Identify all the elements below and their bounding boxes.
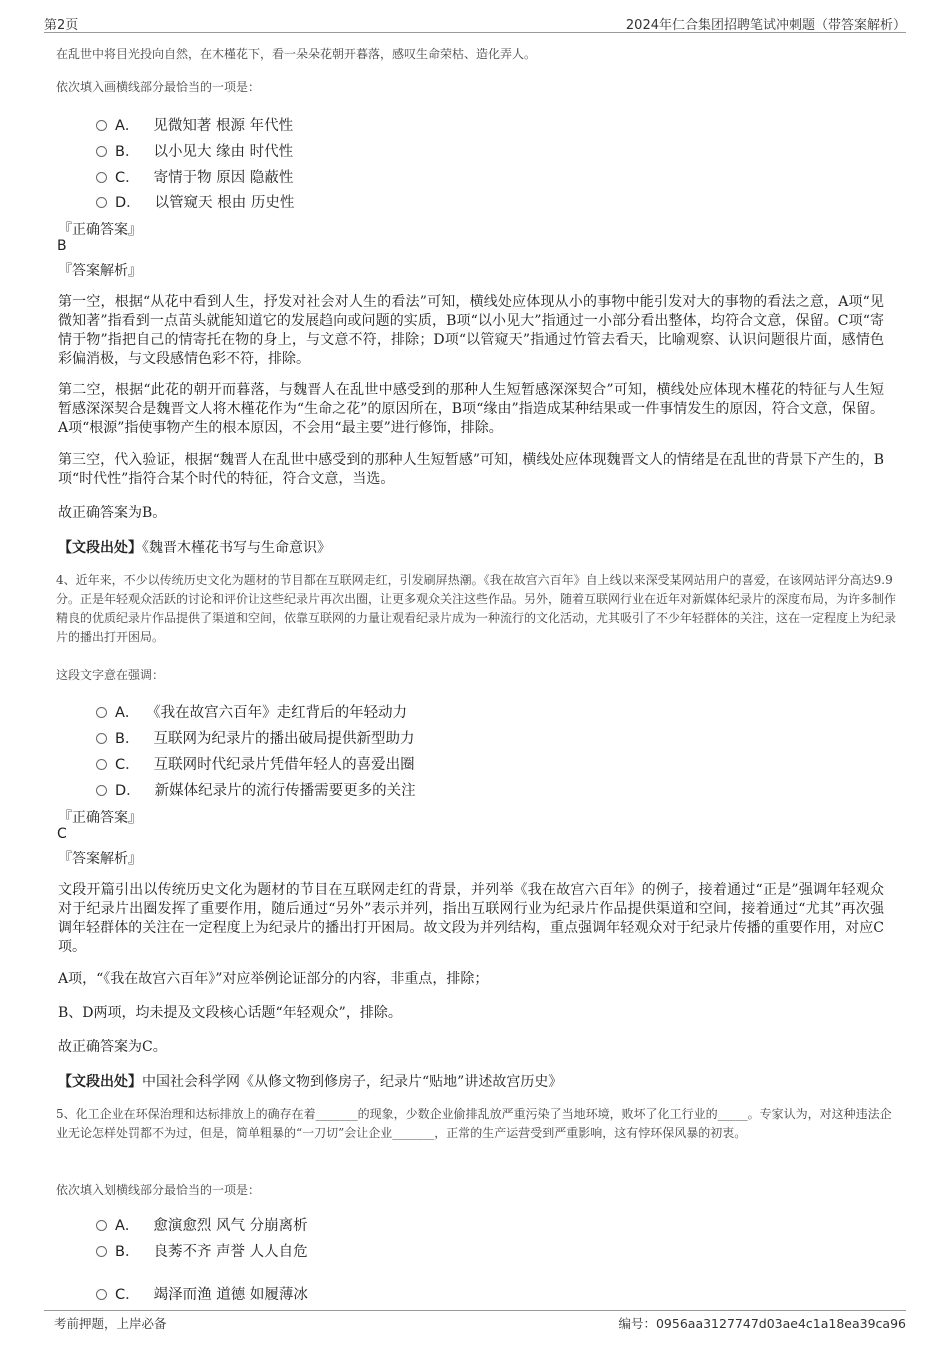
q3-prompt: 依次填入画横线部分最恰当的一项是： [56,80,261,94]
q3-answer: B [57,238,67,254]
q4-option-a[interactable]: A． 《我在故宫六百年》走红背后的年轻动力 [96,701,407,723]
q4-answer-label: 『正确答案』 [58,810,142,826]
footer-slogan: 考前押题，上岸必备 [54,1316,167,1331]
q5-option-a[interactable]: A． 愈演愈烈 风气 分崩离析 [96,1214,308,1236]
source-text: 中国社会科学网《从修文物到修房子，纪录片“贴地”讲述故宫历史》 [142,1074,563,1090]
q5-option-c[interactable]: C． 竭泽而渔 道德 如履薄冰 [96,1283,308,1305]
q4-analysis-2: A项，“《我在故宫六百年》”对应举例论证部分的内容，非重点，排除； [58,971,489,987]
q4-source [58,1071,562,1091]
q3-analysis-3: 第三空，代入验证，根据“魏晋人在乱世中感受到的那种人生短暂感”可知，横线处应体现魏晋文人的情绪是在乱世的背景下产生的，B项“时代性”指符合某个时代的特征，符合文意，当选。 [58,452,884,487]
radio-icon[interactable] [96,120,107,131]
document-id: 编号：0956aa3127747d03ae4c1a18ea39ca96 [618,1316,906,1331]
q4-answer: C [57,826,67,842]
q4-analysis-3: B、D两项，均未提及文段核心话题“年轻观众”，排除。 [58,1005,402,1021]
q3-option-b[interactable]: B． 以小见大 缘由 时代性 [96,140,293,162]
q3-option-c[interactable]: C． 寄情于物 原因 隐蔽性 [96,166,293,188]
page-number: 第2页 [44,18,79,33]
radio-icon[interactable] [96,1246,107,1257]
q4-stem: 4、近年来，不少以传统历史文化为题材的节目都在互联网走红，引发刷屏热潮。《我在故宫六百年》自上线以来深受某网站用户的喜爱，在该网站评分高达9.9分。正是年轻观众活跃的讨论和评价让这些纪录片再次出圈，让更多观众关注这些作品。另外，随着互联网行业在近年对新媒体纪录片的深度布局，为许多制作精良的优质纪录片作品提供了渠道和空间，依靠互联网的力量让观看纪录片成为一种流行的文化活动，尤其吸引了不少年轻群体的关注，这在一定程度上为纪录片的播出打开困局。 [56,573,897,644]
source-text: 《魏晋木槿花书写与生命意识》 [142,540,331,556]
q4-option-d[interactable]: D． 新媒体纪录片的流行传播需要更多的关注 [96,779,416,801]
q3-option-a[interactable]: A． 见微知著 根源 年代性 [96,114,293,136]
page-footer [44,1310,906,1331]
document-title: 2024年仁合集团招聘笔试冲刺题（带答案解析） [625,18,906,33]
radio-icon[interactable] [96,1220,107,1231]
q3-source [58,537,331,557]
q4-option-c[interactable]: C． 互联网时代纪录片凭借年轻人的喜爱出圈 [96,753,415,775]
source-label: 【文段出处】 [58,1074,142,1090]
q3-option-d[interactable]: D． 以管窥天 根由 历史性 [96,191,294,213]
q3-analysis-1: 第一空，根据“从花中看到人生，抒发对社会对人生的看法”可知，横线处应体现从小的事物中能引发对大的事物的看法之意，A项“见微知著”指看到一点苗头就能知道它的发展趋向或问题的实质，B项“以小见大”指通过一小部分看出整体，均符合文意，保留。C项“寄情于物”指把自己的情寄托在物的身上，与文意不符，排除；D项“以管窥天”指通过竹管去看天，比喻观察、认识问题很片面，感情色彩偏消极，与文段感情色彩不符，排除。 [58,294,884,367]
radio-icon[interactable] [96,1289,107,1300]
radio-icon[interactable] [96,707,107,718]
q5-stem: 5、化工企业在环保治理和达标排放上的确存在着_______的现象，少数企业偷排乱放严重污染了当地环境，败坏了化工行业的_____。专家认为，对这种违法企业无论怎样处罚都不为过，但是，简单粗暴的“一刀切”会让企业_______，正常的生产运营受到严重影响，这有悖环保风暴的初衷。 [56,1107,892,1140]
q3-stem-tail: 在乱世中将目光投向自然，在木槿花下，看一朵朵花朝开暮落，感叹生命荣枯、造化弄人。 [56,47,537,61]
q4-conclusion: 故正确答案为C。 [58,1039,167,1055]
q4-analysis-label: 『答案解析』 [58,851,142,867]
page-header [44,12,906,33]
q3-analysis-2: 第二空，根据“此花的朝开而暮落，与魏晋人在乱世中感受到的那种人生短暂感深深契合”可知，横线处应体现木槿花的特征与人生短暂感深深契合是魏晋文人将木槿花作为“生命之花”的原因所在，B项“缘由”指造成某种结果或一件事情发生的原因，符合文意，保留。A项“根源”指使事物产生的根本原因，不会用“最主要”进行修饰，排除。 [58,382,884,436]
q5-prompt: 依次填入划横线部分最恰当的一项是： [56,1183,261,1197]
radio-icon[interactable] [96,733,107,744]
q3-conclusion: 故正确答案为B。 [58,505,167,521]
q4-option-b[interactable]: B． 互联网为纪录片的播出破局提供新型助力 [96,727,414,749]
source-label: 【文段出处】 [58,540,142,556]
radio-icon[interactable] [96,197,107,208]
q3-analysis-label: 『答案解析』 [58,263,142,279]
radio-icon[interactable] [96,759,107,770]
q4-analysis-1: 文段开篇引出以传统历史文化为题材的节目在互联网走红的背景，并列举《我在故宫六百年》的例子，接着通过“正是”强调年轻观众对于纪录片出圈发挥了重要作用，随后通过“另外”表示并列，指出互联网行业为纪录片作品提供渠道和空间，接着通过“尤其”再次强调年轻群体的关注在一定程度上为纪录片的播出打开困局。故文段为并列结构，重点强调年轻观众对于纪录片传播的重要作用，对应C项。 [58,882,884,955]
q5-option-b[interactable]: B． 良莠不齐 声誉 人人自危 [96,1240,308,1262]
q3-answer-label: 『正确答案』 [58,222,142,238]
radio-icon[interactable] [96,172,107,183]
radio-icon[interactable] [96,785,107,796]
radio-icon[interactable] [96,146,107,157]
q4-prompt: 这段文字意在强调： [56,668,165,682]
